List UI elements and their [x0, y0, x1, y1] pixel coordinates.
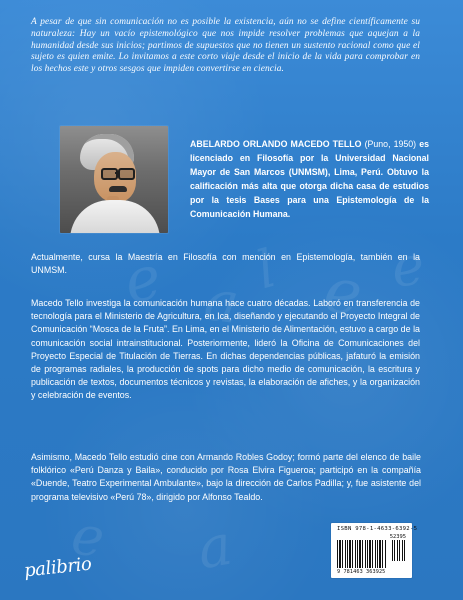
- author-shirt: [70, 200, 160, 233]
- author-photo: [60, 126, 168, 233]
- publisher-logo: palibrio: [23, 553, 93, 582]
- bio-paragraph-career: Macedo Tello investiga la comunicación humana hace cuatro décadas. Laboró en transferencia de tecnología para el Ministerio de Agricultura, en Ica, diseñando y ejecutando el Proyecto Integral de Comunicación “Mosca de la Fruta”. En Lima, en el Ministerio de Alimentación, estuvo a cargo de la comunicación social intrainstitucional. Posteriormente, lideró la Oficina de Comunicaciones del Proyecto Especial de Titulación de Tierras. En dichas dependencias públicas, jafaturó la emisión de programas radiales, la producción de spots para dicho medio de comunicación, la escritura y publicación de textos, documentos técnicos y revistas, la elaboración de afiches, y la organización y celebración de eventos.: [31, 298, 420, 401]
- barcode-side-bars: [392, 540, 406, 561]
- background-letter: l: [250, 238, 283, 302]
- author-bio-top: [190, 137, 429, 222]
- isbn-text: ISBN 978-1-4633-6392-5: [337, 526, 418, 532]
- author-name: ABELARDO ORLANDO MACEDO TELLO: [190, 139, 362, 149]
- background-letter: e: [318, 252, 368, 331]
- author-origin: (Puno, 1950): [361, 139, 417, 149]
- background-letter: a: [192, 512, 237, 583]
- intro-paragraph: A pesar de que sin comunicación no es posible la existencia, aún no se define científicamente su naturaleza: Hay un vacío epistemológico que nos impide resolver problemas que aquejan a la humanidad desde sus inicios; partimos de supuestos que no tienen un sustento racional como que el sujeto es quien emite. Lo invitamos a este corto viaje desde el inicio de la vida para comprobar en los hechos este y otros sesgos que impiden convertirse en ciencia.: [31, 17, 420, 75]
- background-letter: e: [389, 233, 427, 300]
- background-letter: e: [67, 503, 109, 570]
- author-bio-text: es licenciado en Filosofía por la Universidad Nacional Mayor de San Marcos (UNMSM), Lima, Perú. Obtuvo la calificación más alta que otorga dicha casa de estudios por la tesis Bases para una Epistemología de la Comunicación Humana.: [190, 139, 429, 220]
- barcode-digits: 9 781463 363925: [337, 569, 386, 575]
- price-code: 52395: [389, 534, 406, 540]
- glasses-bridge: [115, 172, 119, 174]
- barcode-main-bars: [337, 540, 386, 568]
- bio-paragraph-current-studies: Actualmente, cursa la Maestría en Filosofía con mención en Epistemología, también en la UNMSM.: [31, 252, 420, 276]
- isbn-barcode: [331, 523, 418, 578]
- background-letter: a: [200, 267, 243, 338]
- background-letter: e: [118, 242, 168, 318]
- glasses-left-lens: [101, 168, 118, 180]
- author-mustache: [109, 186, 127, 192]
- glasses-right-lens: [118, 168, 135, 180]
- bio-paragraph-arts: Asimismo, Macedo Tello estudió cine con Armando Robles Godoy; formó parte del elenco de baile folklórico «Perú Danza y Baila», conducido por Rosa Elvira Figueroa; participó en la compañía «Duende, Teatro Experimental Ambulante», bajo la dirección de Carlos Padilla; y, fue asistente del programa televisivo «Perú 78», dirigido por Alfonso Tealdo.: [31, 452, 421, 502]
